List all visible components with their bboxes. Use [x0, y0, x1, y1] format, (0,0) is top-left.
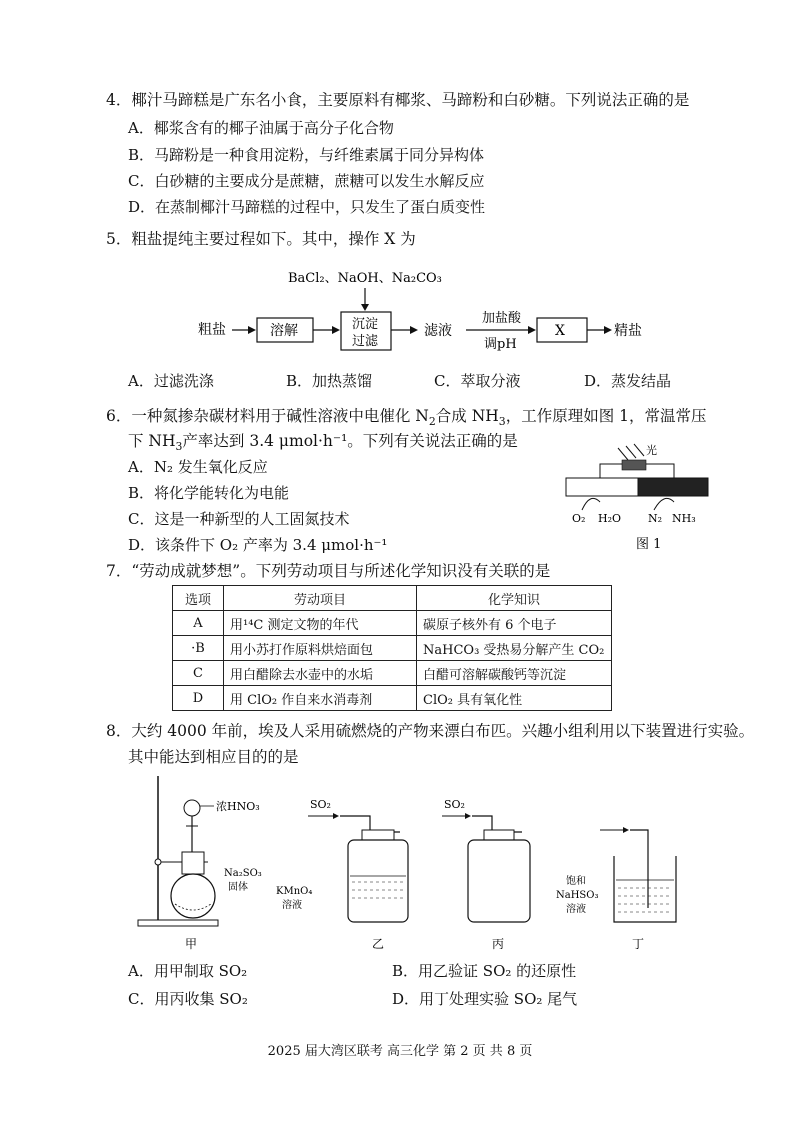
q5-acid-top: 加盐酸: [482, 311, 522, 326]
q5-step1: 溶解: [270, 323, 298, 339]
q6-nh3-label: NH₃: [672, 512, 696, 525]
table-row: A 用¹⁴C 测定文物的年代 碳原子核外有 6 个电子: [173, 611, 612, 636]
light-arrows-icon: [618, 444, 644, 460]
ding-sol-label-2: NaHSO₃: [556, 890, 599, 901]
q6-option-a: A．N₂ 发生氧化反应: [128, 458, 268, 476]
q8-option-a: A．用甲制取 SO₂: [128, 962, 248, 980]
table-row: C 用白醋除去水壶中的水垢 白醋可溶解碳酸钙等沉淀: [173, 661, 612, 686]
apparatus-yi: [276, 798, 408, 951]
q5-flow-diagram: [190, 262, 650, 354]
q6-option-d: D．该条件下 O₂ 产率为 3.4 μmol·h⁻¹: [128, 536, 388, 554]
q6-n2-label: N₂: [648, 512, 663, 525]
apparatus-jia: [138, 776, 262, 951]
q5-option-a: A．过滤洗涤: [128, 372, 214, 390]
page-footer: 2025 届大湾区联考 高三化学 第 2 页 共 8 页: [267, 1044, 533, 1059]
q8-option-b: B．用乙验证 SO₂ 的还原性: [392, 962, 577, 980]
q7-table: [172, 585, 612, 711]
q6-option-c: C．这是一种新型的人工固氮技术: [128, 510, 350, 528]
table-header-row: 选项 劳动项目 化学知识: [173, 586, 612, 611]
q8-apparatus: [130, 772, 690, 952]
caption-jia: 甲: [185, 937, 198, 951]
q6-stem-line1: 6．一种氮掺杂碳材料用于碱性溶液中电催化 $N_2$合成 $NH_3$，工作原理如图 1，常温常压: [106, 407, 707, 429]
q5-reagents: BaCl₂、NaOH、Na₂CO₃: [288, 271, 442, 286]
apparatus-ding: [556, 827, 676, 951]
q6-option-b: B．将化学能转化为电能: [128, 484, 290, 502]
q5-start: 粗盐: [198, 322, 226, 338]
q5-step2-line2: 过滤: [352, 334, 379, 349]
q8-stem-line2: 其中能达到相应目的的是: [128, 748, 299, 766]
q6-light-label: 光: [646, 444, 657, 457]
q7-stem: 7．“劳动成就梦想”。下列劳动项目与所述化学知识没有关联的是: [106, 562, 551, 580]
q5-step2-line1: 沉淀: [352, 317, 379, 332]
table-row: D 用 ClO₂ 作自来水消毒剂 ClO₂ 具有氧化性: [173, 686, 612, 711]
q5-stem: 5．粗盐提纯主要过程如下。其中，操作 X 为: [106, 230, 416, 248]
caption-yi: 乙: [372, 937, 385, 951]
yi-gas-label: SO₂: [310, 798, 331, 811]
q4-option-c: C．白砂糖的主要成分是蔗糖，蔗糖可以发生水解反应: [128, 172, 485, 190]
bing-gas-label: SO₂: [444, 798, 465, 811]
caption-ding: 丁: [632, 937, 645, 951]
q5-step3: X: [555, 323, 565, 339]
q8-option-c: C．用丙收集 SO₂: [128, 990, 248, 1008]
q5-acid-bottom: 调pH: [484, 337, 517, 352]
q6-o2-label: O₂: [572, 512, 586, 525]
apparatus-bing: [442, 798, 530, 951]
q4-option-b: B．马蹄粉是一种食用淀粉，与纤维素属于同分异构体: [128, 146, 485, 164]
q5-option-b: B．加热蒸馏: [286, 372, 373, 390]
q5-end: 精盐: [614, 323, 642, 339]
table-row: ·B 用小苏打作原料烘焙面包 NaHCO₃ 受热易分解产生 CO₂: [173, 636, 612, 661]
q5-filtrate: 滤液: [424, 323, 452, 339]
q4-option-d: D．在蒸制椰汁马蹄糕的过程中，只发生了蛋白质变性: [128, 198, 486, 216]
caption-bing: 丙: [492, 937, 505, 951]
yi-sol-label-2: 溶液: [282, 900, 302, 911]
q5-option-d: D．蒸发结晶: [584, 372, 672, 390]
jia-acid-label: 浓HNO₃: [216, 800, 260, 813]
q5-option-c: C．萃取分液: [434, 372, 521, 390]
q6-caption: 图 1: [636, 537, 662, 552]
jia-solid-label-2: 固体: [228, 882, 248, 893]
q8-option-d: D．用丁处理实验 SO₂ 尾气: [392, 990, 578, 1008]
q6-figure: [560, 440, 720, 555]
jia-solid-label-1: Na₂SO₃: [224, 868, 262, 879]
q4-option-a: A．椰浆含有的椰子油属于高分子化合物: [128, 119, 394, 137]
q6-stem-line2: 下 $NH_3$产率达到 3.4 μmol·h⁻¹。下列有关说法正确的是: [128, 432, 518, 454]
yi-sol-label-1: KMnO₄: [276, 886, 313, 897]
q6-h2o-label: H₂O: [598, 512, 622, 525]
ding-sol-label-3: 溶液: [566, 904, 586, 915]
q8-stem-line1: 8．大约 4000 年前，埃及人采用硫燃烧的产物来漂白布匹。兴趣小组利用以下装置进行实验。: [106, 722, 755, 740]
ding-sol-label-1: 饱和: [566, 876, 586, 887]
q4-stem: 4．椰汁马蹄糕是广东名小食，主要原料有椰浆、马蹄粉和白砂糖。下列说法正确的是: [106, 91, 690, 109]
